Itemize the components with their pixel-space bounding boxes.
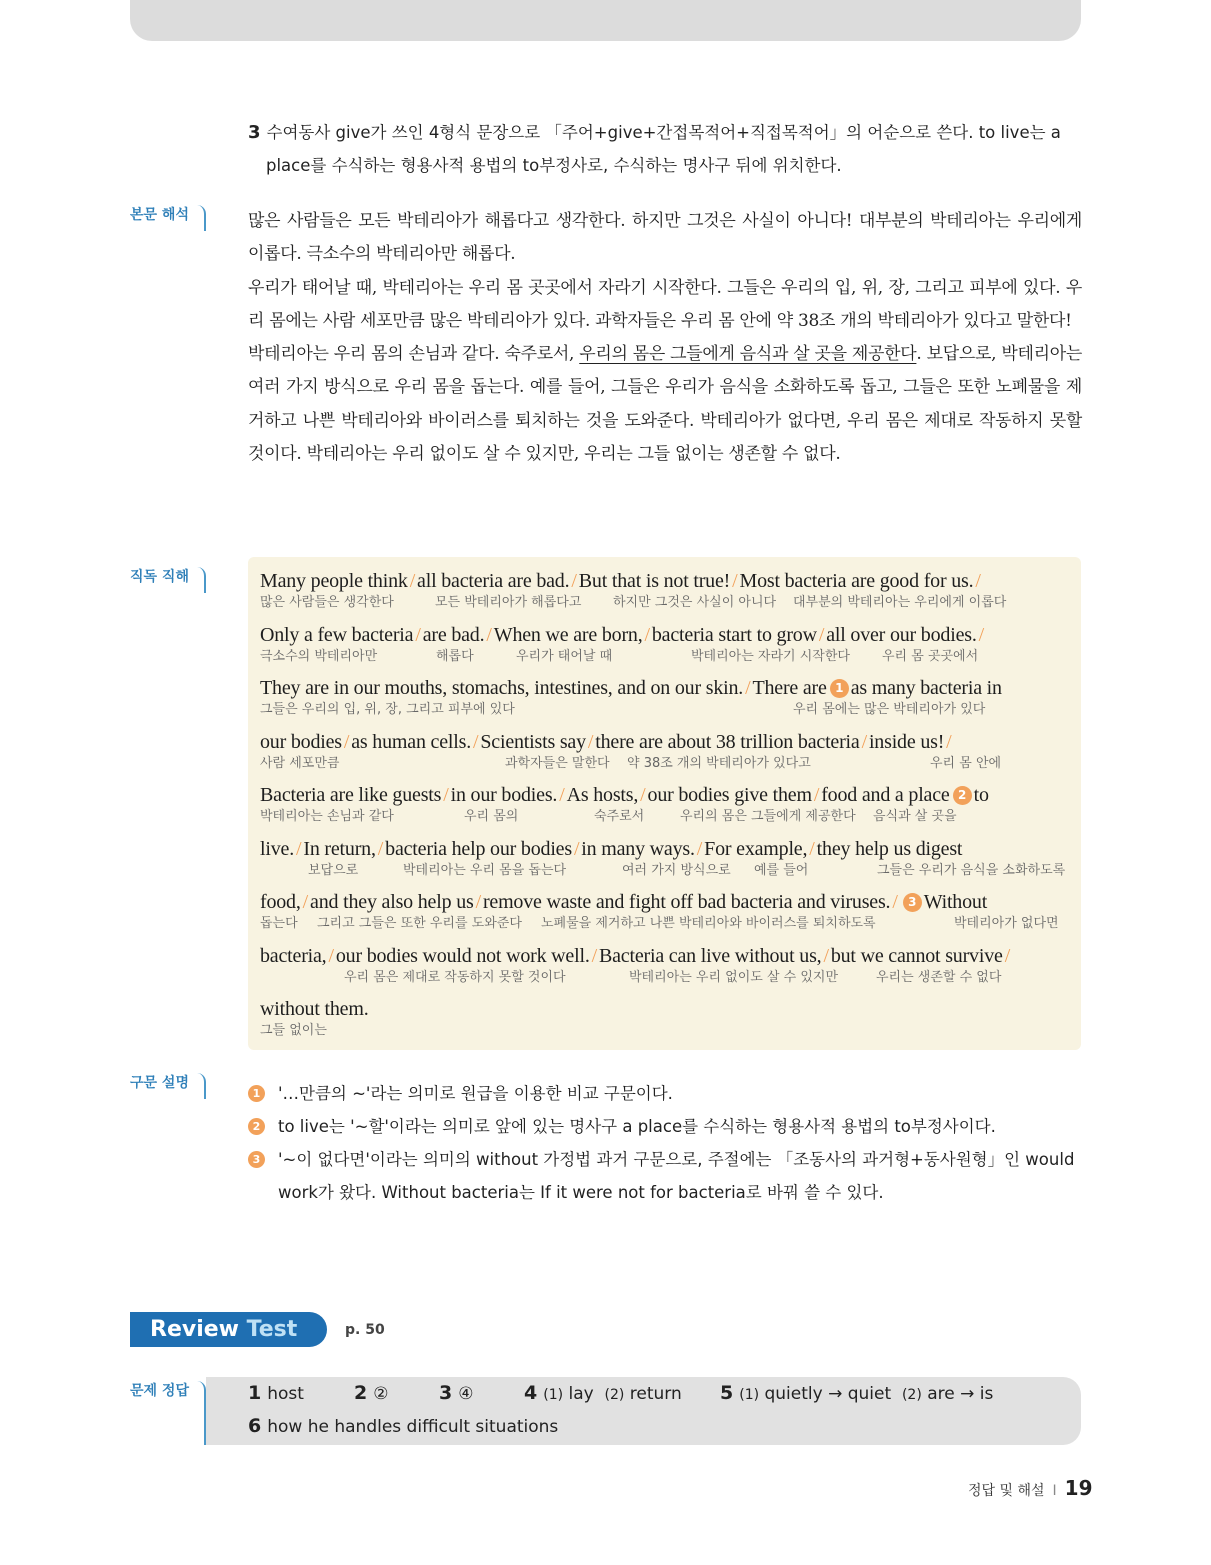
footer-separator: I bbox=[1052, 1483, 1057, 1499]
chunk: food and a place bbox=[821, 784, 950, 806]
korean-gloss: 그들은 우리가 음식을 소화하도록 bbox=[877, 863, 1066, 878]
chunk: Scientists say bbox=[480, 731, 586, 753]
korean-gloss: 박테리아는 자라기 시작한다 bbox=[691, 649, 850, 664]
note-number: 3 bbox=[248, 122, 261, 143]
korean-gloss: 해롭다 bbox=[436, 649, 474, 664]
answer-value: quietly → quiet bbox=[764, 1384, 892, 1404]
korean-gloss: 우리 몸은 제대로 작동하지 못할 것이다 bbox=[344, 970, 566, 985]
part-label: (2) bbox=[604, 1387, 625, 1403]
answer-number: 4 bbox=[524, 1382, 538, 1404]
chunk: live. bbox=[260, 838, 294, 860]
answer-number: 2 bbox=[354, 1382, 368, 1404]
korean-gloss: 우리의 몸은 그들에게 제공한다 bbox=[680, 809, 856, 824]
chunk: In return, bbox=[303, 838, 376, 860]
english-line bbox=[260, 996, 369, 1022]
chunk: they help us digest bbox=[816, 838, 963, 860]
answer-value: return bbox=[629, 1384, 682, 1404]
chunk: without them. bbox=[260, 998, 369, 1020]
chunk: as many bacteria in bbox=[850, 677, 1002, 699]
chunk: our bodies give them bbox=[647, 784, 812, 806]
english-line: They are in our mouths, stomachs, intestines, and on our skin. / There are 1 as many bacteria in bbox=[260, 677, 1002, 699]
korean-gloss: 우리가 태어날 때 bbox=[516, 649, 613, 664]
chunk: When we are born, bbox=[493, 624, 643, 646]
korean-gloss: 극소수의 박테리아만 bbox=[260, 649, 378, 664]
marker-2: 2 bbox=[248, 1118, 265, 1135]
korean-gloss: 돕는다 bbox=[260, 916, 298, 931]
answer-1 bbox=[248, 1381, 304, 1406]
chunk: as human cells. bbox=[351, 731, 471, 753]
label-translation: 본문 해석 bbox=[130, 205, 206, 231]
note-3 bbox=[248, 116, 1082, 182]
note-text: to live는 '~할'이라는 의미로 앞에 있는 명사구 a place를 수식하는 형용사적 용법의 to부정사이다. bbox=[278, 1117, 996, 1136]
chunk: There are bbox=[752, 677, 827, 699]
chunk: Bacteria can live without us, bbox=[598, 945, 822, 967]
answer-value: lay bbox=[568, 1384, 594, 1404]
korean-gloss: 사람 세포만큼 bbox=[260, 756, 340, 771]
direct-row bbox=[260, 943, 1075, 993]
answer-value: host bbox=[267, 1384, 304, 1404]
marker-3: 3 bbox=[903, 893, 922, 912]
korean-gloss: 박테리아는 손님과 같다 bbox=[260, 809, 394, 824]
direct-row bbox=[260, 996, 1075, 1046]
page-number: 19 bbox=[1064, 1476, 1093, 1500]
note-text: 수여동사 give가 쓰인 4형식 문장으로 「주어+give+간접목적어+직접목적어」의 어순으로 쓴다. to live는 a bbox=[266, 123, 1061, 142]
note-3-line-2: place를 수식하는 형용사적 용법의 to부정사로, 수식하는 명사구 뒤에 위치한다. bbox=[266, 156, 842, 175]
part-label: (2) bbox=[901, 1387, 922, 1403]
english-line: food, / and they also help us / remove waste and fight off bad bacteria and viruses. / 3 Without bbox=[260, 891, 988, 913]
chunk: in many ways. bbox=[581, 838, 695, 860]
direct-reading-box bbox=[248, 557, 1081, 1050]
direct-row bbox=[260, 889, 1075, 939]
korean-gloss: 우리 몸에는 많은 박테리아가 있다 bbox=[793, 702, 986, 717]
chunk: our bodies bbox=[260, 731, 342, 753]
answer-number: 6 bbox=[248, 1415, 262, 1437]
korean-gloss: 예를 들어 bbox=[754, 863, 809, 878]
chunk: and they also help us bbox=[310, 891, 474, 913]
direct-row bbox=[260, 622, 1075, 672]
chunk: food, bbox=[260, 891, 301, 913]
footer-section: 정답 및 해설 bbox=[968, 1483, 1045, 1499]
label-grammar: 구문 설명 bbox=[130, 1073, 206, 1099]
korean-gloss: 모든 박테리아가 해롭다고 bbox=[435, 595, 582, 610]
note-text: '…만큼의 ~'라는 의미로 원급을 이용한 비교 구문이다. bbox=[278, 1084, 673, 1103]
grammar-note-1 bbox=[248, 1077, 1082, 1110]
chunk: in our bodies. bbox=[450, 784, 558, 806]
chunk: but we cannot survive bbox=[830, 945, 1003, 967]
korean-gloss: 우리 몸 안에 bbox=[930, 756, 1002, 771]
chunk: As hosts, bbox=[566, 784, 639, 806]
chunk: to bbox=[973, 784, 989, 806]
korean-gloss: 그들은 우리의 입, 위, 장, 그리고 피부에 있다 bbox=[260, 702, 515, 717]
korean-gloss: 박테리아가 없다면 bbox=[954, 916, 1059, 931]
answer-value: ② bbox=[373, 1384, 389, 1404]
english-line: live. / In return, / bacteria help our bodies / in many ways. / For example, / they help us digest bbox=[260, 838, 963, 860]
review-word: Review bbox=[150, 1317, 239, 1342]
korean-gloss: 많은 사람들은 생각한다 bbox=[260, 595, 394, 610]
chunk: all over our bodies. bbox=[826, 624, 977, 646]
answer-number: 3 bbox=[439, 1382, 453, 1404]
answer-2 bbox=[354, 1381, 388, 1406]
marker-2: 2 bbox=[953, 786, 972, 805]
page-reference: p. 50 bbox=[345, 1322, 385, 1338]
test-word: Test bbox=[246, 1317, 298, 1342]
answer-6 bbox=[248, 1414, 558, 1439]
korean-gloss: 과학자들은 말한다 bbox=[505, 756, 610, 771]
part-label: (1) bbox=[739, 1387, 760, 1403]
label-answers: 문제 정답 bbox=[130, 1381, 206, 1445]
korean-gloss: 숙주로서 bbox=[594, 809, 645, 824]
label-direct: 직독 직해 bbox=[130, 567, 206, 593]
top-header-bar bbox=[130, 0, 1081, 41]
korean-gloss: 노폐물을 제거하고 나쁜 박테리아와 바이러스를 퇴치하도록 bbox=[541, 916, 876, 931]
part-label: (1) bbox=[543, 1387, 564, 1403]
page-footer bbox=[968, 1476, 1093, 1500]
chunk: bacteria start to grow bbox=[651, 624, 817, 646]
korean-gloss: 우리 몸의 bbox=[464, 809, 519, 824]
translation-paragraph-2: 우리가 태어날 때, 박테리아는 우리 몸 곳곳에서 자라기 시작한다. 그들은 우리의 입, 위, 장, 그리고 피부에 있다. 우리 몸에는 사람 세포만큼 많은 박테리아가 있다. 과학자들은 우리 몸 안에 약 38조 개의 박테리아가 있다고 말한다! bbox=[248, 277, 1082, 331]
chunk: For example, bbox=[704, 838, 808, 860]
grammar-note-3 bbox=[248, 1143, 1082, 1209]
english-line: Only a few bacteria / are bad. / When we are born, / bacteria start to grow / all over our bodies. / bbox=[260, 624, 984, 646]
chunk: Without bbox=[923, 891, 988, 913]
answer-4 bbox=[524, 1381, 682, 1407]
english-line: Bacteria are like guests / in our bodies. / As hosts, / our bodies give them / food and a place 2 to bbox=[260, 784, 989, 806]
direct-row bbox=[260, 836, 1075, 886]
chunk: inside us! bbox=[868, 731, 945, 753]
grammar-note-2 bbox=[248, 1110, 1082, 1143]
chunk: remove waste and fight off bad bacteria and viruses. bbox=[482, 891, 891, 913]
korean-gloss: 대부분의 박테리아는 우리에게 이롭다 bbox=[793, 595, 1007, 610]
chunk: Many people think bbox=[260, 570, 408, 592]
translation-paragraph-3 bbox=[248, 338, 1082, 471]
english-line: our bodies / as human cells. / Scientists say / there are about 38 trillion bacteria / inside us! / bbox=[260, 731, 952, 753]
answer-value: ④ bbox=[458, 1384, 474, 1404]
english-line: Many people think / all bacteria are bad. / But that is not true! / Most bacteria are good for us. / bbox=[260, 570, 981, 592]
note-text: work가 왔다. Without bacteria는 If it were not for bacteria로 바꿔 쓸 수 있다. bbox=[278, 1183, 884, 1202]
chunk: They are in our mouths, stomachs, intestines, and on our skin. bbox=[260, 677, 744, 699]
korean-translation bbox=[248, 205, 1082, 471]
chunk: there are about 38 trillion bacteria bbox=[595, 731, 860, 753]
korean-gloss: 여러 가지 방식으로 bbox=[622, 863, 731, 878]
chunk: But that is not true! bbox=[578, 570, 731, 592]
review-test-heading bbox=[130, 1312, 327, 1347]
direct-row bbox=[260, 568, 1075, 618]
chunk: Only a few bacteria bbox=[260, 624, 414, 646]
direct-row bbox=[260, 675, 1075, 725]
answer-3 bbox=[439, 1381, 473, 1406]
text-span: 박테리아는 우리 몸의 손님과 같다. 숙주로서, bbox=[248, 344, 580, 365]
answer-number: 5 bbox=[720, 1382, 734, 1404]
korean-gloss: 박테리아는 우리 몸을 돕는다 bbox=[403, 863, 567, 878]
marker-1: 1 bbox=[248, 1085, 265, 1102]
chunk: bacteria, bbox=[260, 945, 327, 967]
korean-gloss: 보답으로 bbox=[308, 863, 359, 878]
answer-5 bbox=[720, 1381, 993, 1407]
answer-number: 1 bbox=[248, 1382, 262, 1404]
korean-gloss: 음식과 살 곳을 bbox=[873, 809, 957, 824]
note-text: '~이 없다면'이라는 의미의 without 가정법 과거 구문으로, 주절에는 「조동사의 과거형+동사원형」인 would bbox=[278, 1150, 1075, 1169]
korean-gloss: 우리 몸 곳곳에서 bbox=[882, 649, 979, 664]
chunk: bacteria help our bodies bbox=[385, 838, 572, 860]
chunk: Bacteria are like guests bbox=[260, 784, 442, 806]
marker-1: 1 bbox=[830, 679, 849, 698]
direct-row bbox=[260, 782, 1075, 832]
korean-gloss: 그리고 그들은 또한 우리를 도와준다 bbox=[317, 916, 522, 931]
korean-gloss: 그들 없이는 bbox=[260, 1023, 327, 1038]
translation-paragraph-1: 많은 사람들은 모든 박테리아가 해롭다고 생각한다. 하지만 그것은 사실이 아니다! 대부분의 박테리아는 우리에게 이롭다. 극소수의 박테리아만 해롭다. bbox=[248, 211, 1082, 265]
note-3-line-1 bbox=[248, 116, 1082, 149]
chunk: our bodies would not work well. bbox=[335, 945, 590, 967]
marker-3: 3 bbox=[248, 1151, 265, 1168]
answer-value: are → is bbox=[927, 1384, 994, 1404]
text-span: . 보답으로, 박테리아는 여러 가지 방식으로 우리 몸을 돕는다. 예를 들어, 그들은 우리가 음식을 소화하도록 돕고, 그들은 또한 노폐물을 제거하고 나쁜 박테리아와 바이러스를 퇴치하는 것을 도와준다. 박테리아가 없다면, 우리 몸은 제대로 작동하지 못할 것이다. 박테리아는 우리 없이도 살 수 있지만, 우리는 그들 없이는 생존할 수 없다. bbox=[248, 344, 1082, 465]
chunk: are bad. bbox=[422, 624, 485, 646]
korean-gloss: 박테리아는 우리 없이도 살 수 있지만 bbox=[629, 970, 839, 985]
english-line: bacteria, / our bodies would not work well. / Bacteria can live without us, / but we cannot survive / bbox=[260, 945, 1011, 967]
underlined-text: 우리의 몸은 그들에게 음식과 살 곳을 제공한다 bbox=[579, 344, 917, 365]
chunk: all bacteria are bad. bbox=[417, 570, 570, 592]
korean-gloss: 우리는 생존할 수 없다 bbox=[876, 970, 1002, 985]
answer-value: how he handles difficult situations bbox=[267, 1417, 559, 1437]
direct-row bbox=[260, 729, 1075, 779]
korean-gloss: 하지만 그것은 사실이 아니다 bbox=[613, 595, 777, 610]
chunk: Most bacteria are good for us. bbox=[739, 570, 974, 592]
korean-gloss: 약 38조 개의 박테리아가 있다고 bbox=[627, 756, 811, 771]
grammar-notes bbox=[248, 1077, 1082, 1209]
